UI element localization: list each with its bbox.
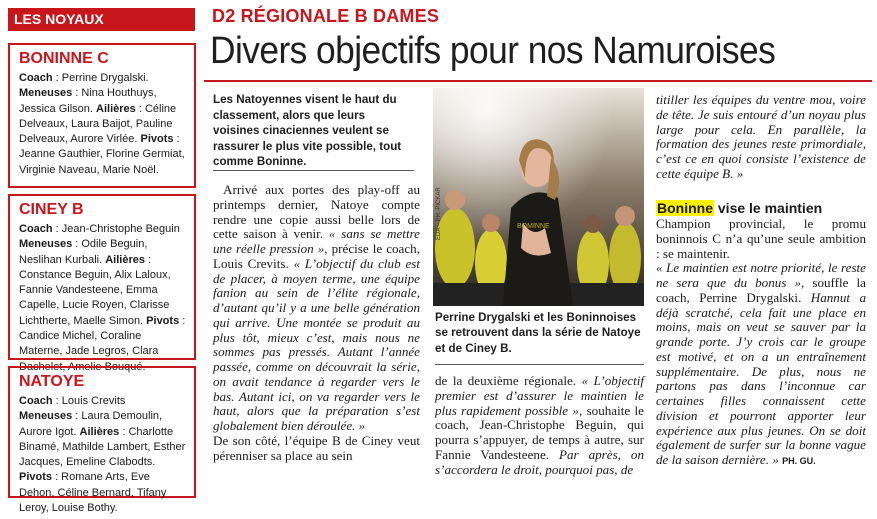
team-name: BONINNE C <box>19 50 109 67</box>
players-list: Meneuses : Laura Demoulin, Aurore Igot. Ailières : Charlotte Binamé, Mathilde Lambert, Esther Jacques, Emeline Clabodts. Pivots : Romane Arts, Eve Dehon, Céline Bernard, Tifany Leroy, Louise Bothy. <box>19 410 186 515</box>
article-photo <box>433 88 644 306</box>
article-column-3-bottom: Champion provincial, le promu boninnois C n’a qu’une seule ambition : se maintenir. « Le maintien est notre priorité, le reste ne sera que du bonus », souffle la coach, Perrine Drygalski. Hannut a déjà scratché, cela fait une place en moins, mais on veut se sauver par la grande porte. J’y crois car le groupe est motivé, et on a un entraînement supplémentaire. De plus, nous ne partons pas dans l’inconnue car certaines filles connaissent cette division et pourront apporter leur expérience aux plus jeunes. On se doit également de surfer sur la bonne vague de la saison dernière. » PH. GU. <box>656 216 866 467</box>
team-name: CINEY B <box>19 201 84 218</box>
article-column-2: de la deuxième régionale. « L’objectif premier est d’assurer le maintien le plus rapidement possible », souhaite le coach, Jean-Christophe Beguin, qui pourra s’appuyer, de temps à autre, sur Fannie Vandesteene. Par après, on s’accordera le droit, pourquoi pas, de <box>435 373 644 477</box>
coach-name: Louis Crevits <box>61 395 126 407</box>
article-column-3-top: titiller les équipes du ventre mou, voire de tête. Je suis entouré d’un noyau plus large pour cela. En parallèle, la formation des jeunes reste primordiale, c’est ce en quoi consiste l’existence de cette équipe B. » <box>656 92 866 181</box>
basketball-photo-image <box>433 88 644 306</box>
team-box-natoye <box>8 366 196 515</box>
article-column-1: Arrivé aux portes des play-off au printemps dernier, Natoye compte rendre une copie aussi belle lors de cette saison à venir. « sans se mettre une réelle pression », précise le coach, Louis Crevits. « L’objectif du club est de placer, à moyen terme, une équipe fanion au sein de l’élite régionale, d’autant qu’il y a une belle génération qui arrive. Une montée se produit au plus tôt, mieux c’est, mais nous ne sommes pas pressés. Autant l’année passée, comme on découvrait la série, on avait tendance à regarder vers le bas. Autant ici, on va regarder vers le haut, alors que la préparation s’est globalement bien déroulée. » De son côté, l’équipe B de Ciney veut pérenniser sa place au sein <box>213 182 420 463</box>
team-name: NATOYE <box>19 373 85 390</box>
highlighted-word: Boninne <box>657 200 713 216</box>
team-roster: Coach : Perrine Drygalski. Meneuses : Nina Houthuys, Jessica Gilson. Ailières : Céline Delveaux, Laura Baijot, Pauline Delveaux, Aurore Virlée. Pivots : Jeanne Gauthier, Florine Germiat, Virginie Naveau, Marie Noël. <box>19 72 185 176</box>
article-subhead <box>656 200 822 216</box>
header-divider <box>204 80 872 82</box>
section-label: LES NOYAUX <box>8 8 195 31</box>
subhead-text: vise le maintien <box>714 200 823 216</box>
team-roster: Coach : Louis Crevits Meneuses : Laura Demoulin, Aurore Igot. Ailières : Charlotte Binamé, Mathilde Lambert, Esther Jacques, Emeline Clabodts. Pivots : Romane Arts, Eve Dehon, Céline Bernard, Tifany Leroy, Louise Bothy. <box>19 395 186 515</box>
photo-caption: Perrine Drygalski et les Boninnoises se retrouvent dans la série de Natoye et de Ciney B. <box>435 311 641 355</box>
team-roster: Coach : Jean-Christophe Beguin Meneuses : Odile Beguin, Neslihan Kurbali. Ailières : Constance Beguin, Alix Laloux, Fannie Vandesteene, Emma Capelle, Lucie Royen, Clarisse Lichtherte, Maelle Simon. Pivots : Candice Michel, Coraline Materne, Jade Legros, Clara Dachelet, Amelie Bouqué. <box>19 223 186 373</box>
players-list: Meneuses : Nina Houthuys, Jessica Gilson. Ailières : Céline Delveaux, Laura Baijot, Pauline Delveaux, Aurore Virlée. Pivots : Jeanne Gauthier, Florine Germiat, Virginie Naveau, Marie Noël. <box>19 87 185 176</box>
coach-label: Coach <box>19 395 53 407</box>
article-lead: Les Natoyennes visent le haut du classement, alors que leurs voisines cinaciennes veulent se rassurer le plus vite possible, tout comme Boninne. <box>213 93 402 169</box>
coach-name: Jean-Christophe Beguin <box>61 223 180 235</box>
caption-divider <box>435 364 644 365</box>
coach-label: Coach <box>19 223 53 235</box>
article-kicker: D2 RÉGIONALE B DAMES <box>212 6 440 26</box>
team-box-boninne <box>8 43 196 188</box>
team-box-ciney <box>8 194 196 373</box>
article-headline: Divers objectifs pour nos Namuroises <box>210 30 776 72</box>
photo-credit: EDA – PH. PICKAR <box>436 187 442 240</box>
coach-name: Perrine Drygalski. <box>61 72 149 84</box>
svg-text:BOMINNE: BOMINNE <box>517 223 550 230</box>
coach-label: Coach <box>19 72 53 84</box>
players-list: Meneuses : Odile Beguin, Neslihan Kurbali. Ailières : Constance Beguin, Alix Laloux, Fannie Vandesteene, Emma Capelle, Lucie Royen, Clarisse Lichtherte, Maelle Simon. Pivots : Candice Michel, Coraline Materne, Jade Legros, Clara Dachelet, Amelie Bouqué. <box>19 238 186 373</box>
lead-divider <box>213 170 414 171</box>
